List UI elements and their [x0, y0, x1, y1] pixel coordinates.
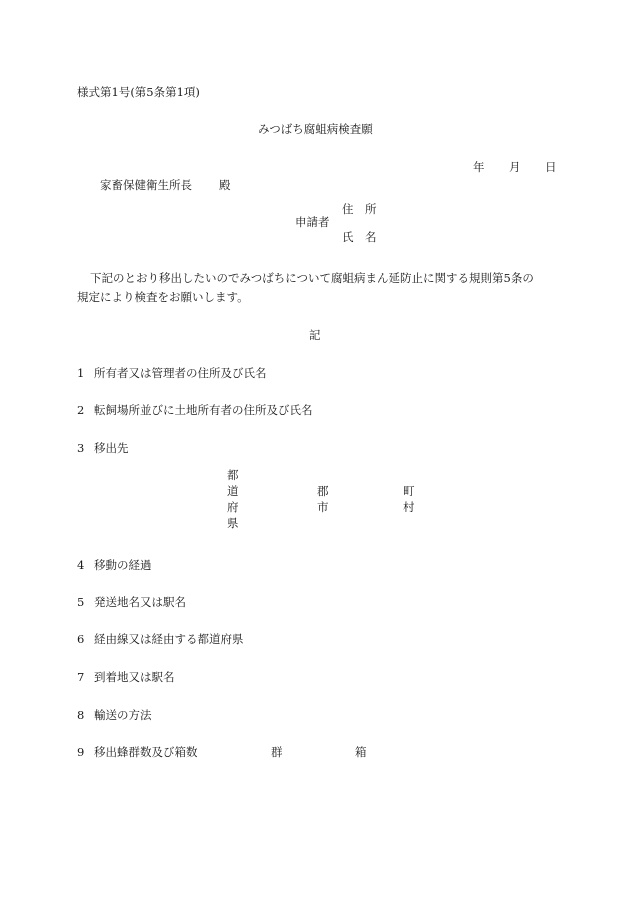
- date-day: 日: [545, 160, 557, 174]
- document-title: みつばち腐蛆病検査願: [258, 122, 373, 136]
- colonies-unit: 群: [271, 745, 283, 759]
- item-label: 発送地名又は駅名: [94, 595, 186, 609]
- town-char: 村: [403, 500, 415, 514]
- boxes-unit: 箱: [355, 745, 367, 759]
- prefecture-char: 道: [227, 484, 239, 498]
- date-year: 年: [473, 160, 485, 174]
- applicant-name-label: 氏 名: [342, 230, 377, 244]
- item-number: 8: [77, 708, 85, 722]
- destination-prefecture: [227, 467, 239, 531]
- district-char: 郡: [317, 484, 329, 498]
- destination-town: [403, 483, 415, 515]
- addressee-honorific: 殿: [219, 178, 231, 192]
- town-char: 町: [403, 484, 415, 498]
- item-number: 2: [77, 403, 85, 417]
- item-label: 輸送の方法: [94, 708, 152, 722]
- prefecture-char: 県: [227, 516, 239, 530]
- prefecture-char: 都: [227, 468, 239, 482]
- item-label: 経由線又は経由する都道府県: [94, 632, 244, 646]
- item-number: 5: [77, 595, 85, 609]
- item-number: 7: [77, 670, 85, 684]
- ki-heading: 記: [309, 328, 321, 342]
- item-label: 移動の経過: [94, 558, 152, 572]
- item-number: 1: [77, 366, 85, 380]
- addressee-office: 家畜保健衛生所長: [100, 178, 192, 192]
- item-label: 到着地又は駅名: [94, 670, 175, 684]
- item-label: 移出先: [94, 441, 129, 455]
- item-label: 転飼場所並びに土地所有者の住所及び氏名: [94, 403, 313, 417]
- applicant-address-label: 住 所: [342, 202, 377, 216]
- district-char: 市: [317, 500, 329, 514]
- date-month: 月: [509, 160, 521, 174]
- item-number: 9: [77, 745, 85, 759]
- applicant-label: 申請者: [295, 215, 330, 229]
- item-number: 3: [77, 441, 85, 455]
- prefecture-char: 府: [227, 500, 239, 514]
- item-label: 移出蜂群数及び箱数: [94, 745, 198, 759]
- body-text-line-2: 規定により検査をお願いします。: [77, 290, 249, 304]
- form-number: 様式第1号(第5条第1項): [77, 85, 200, 99]
- item-number: 6: [77, 632, 85, 646]
- body-text-line-1: 下記のとおり移出したいのでみつばちについて腐蛆病まん延防止に関する規則第5条の: [90, 271, 534, 285]
- item-number: 4: [77, 558, 85, 572]
- item-label: 所有者又は管理者の住所及び氏名: [94, 366, 267, 380]
- destination-district: [317, 483, 329, 515]
